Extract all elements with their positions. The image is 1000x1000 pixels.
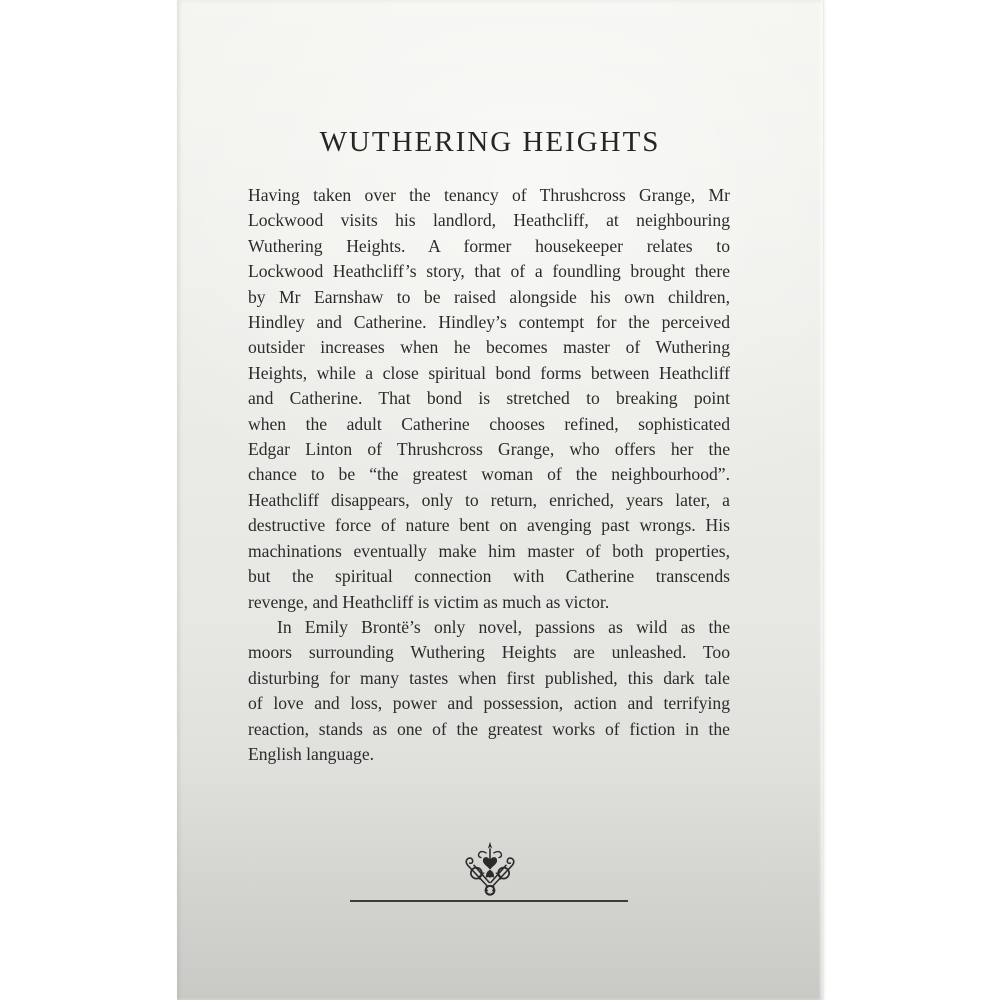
text-line: but the spiritual connection with Catherine transcends (248, 566, 730, 587)
text-line: Heathcliff disappears, only to return, enriched, years later, a (248, 489, 730, 510)
text-line: disturbing for many tastes when first published, this dark tale (248, 667, 730, 688)
text-line: Hindley and Catherine. Hindley’s contempt for the perceived (248, 312, 730, 333)
text-line: and Catherine. That bond is stretched to breaking point (248, 388, 730, 409)
body-text (248, 183, 730, 767)
text-line: Wuthering Heights. A former housekeeper relates to (248, 235, 730, 256)
text-line: moors surrounding Wuthering Heights are unleashed. Too (248, 642, 730, 663)
text-line: Heights, while a close spiritual bond forms between Heathcliff (248, 362, 730, 383)
text-line: when the adult Catherine chooses refined, sophisticated (248, 413, 730, 434)
text-line: Having taken over the tenancy of Thrushcross Grange, Mr (248, 185, 730, 205)
text-line: revenge, and Heathcliff is victim as much as victor. (248, 591, 610, 612)
footer-rule (350, 900, 628, 902)
floral-fleuron-icon (451, 841, 529, 899)
text-line: outsider increases when he becomes master of Wuthering (248, 337, 730, 358)
page-title: WUTHERING HEIGHTS (319, 126, 661, 158)
text-line: machinations eventually make him master of both properties, (248, 540, 730, 561)
text-line: destructive force of nature bent on avenging past wrongs. His (248, 515, 730, 536)
text-line: reaction, stands as one of the greatest works of fiction in the (248, 718, 730, 739)
text-line: Edgar Linton of Thrushcross Grange, who offers her the (248, 439, 730, 460)
text-line: by Mr Earnshaw to be raised alongside his own children, (248, 286, 730, 307)
text-line: of love and loss, power and possession, action and terrifying (248, 693, 730, 714)
text-line: In Emily Brontë’s only novel, passions as wild as the (277, 616, 730, 637)
book-page (177, 0, 823, 1000)
text-line: Lockwood Heathcliff’s story, that of a foundling brought there (248, 261, 730, 282)
text-line: chance to be “the greatest woman of the neighbourhood”. (248, 464, 730, 485)
text-line: English language. (248, 743, 375, 764)
text-line: Lockwood visits his landlord, Heathcliff, at neighbouring (248, 210, 730, 231)
